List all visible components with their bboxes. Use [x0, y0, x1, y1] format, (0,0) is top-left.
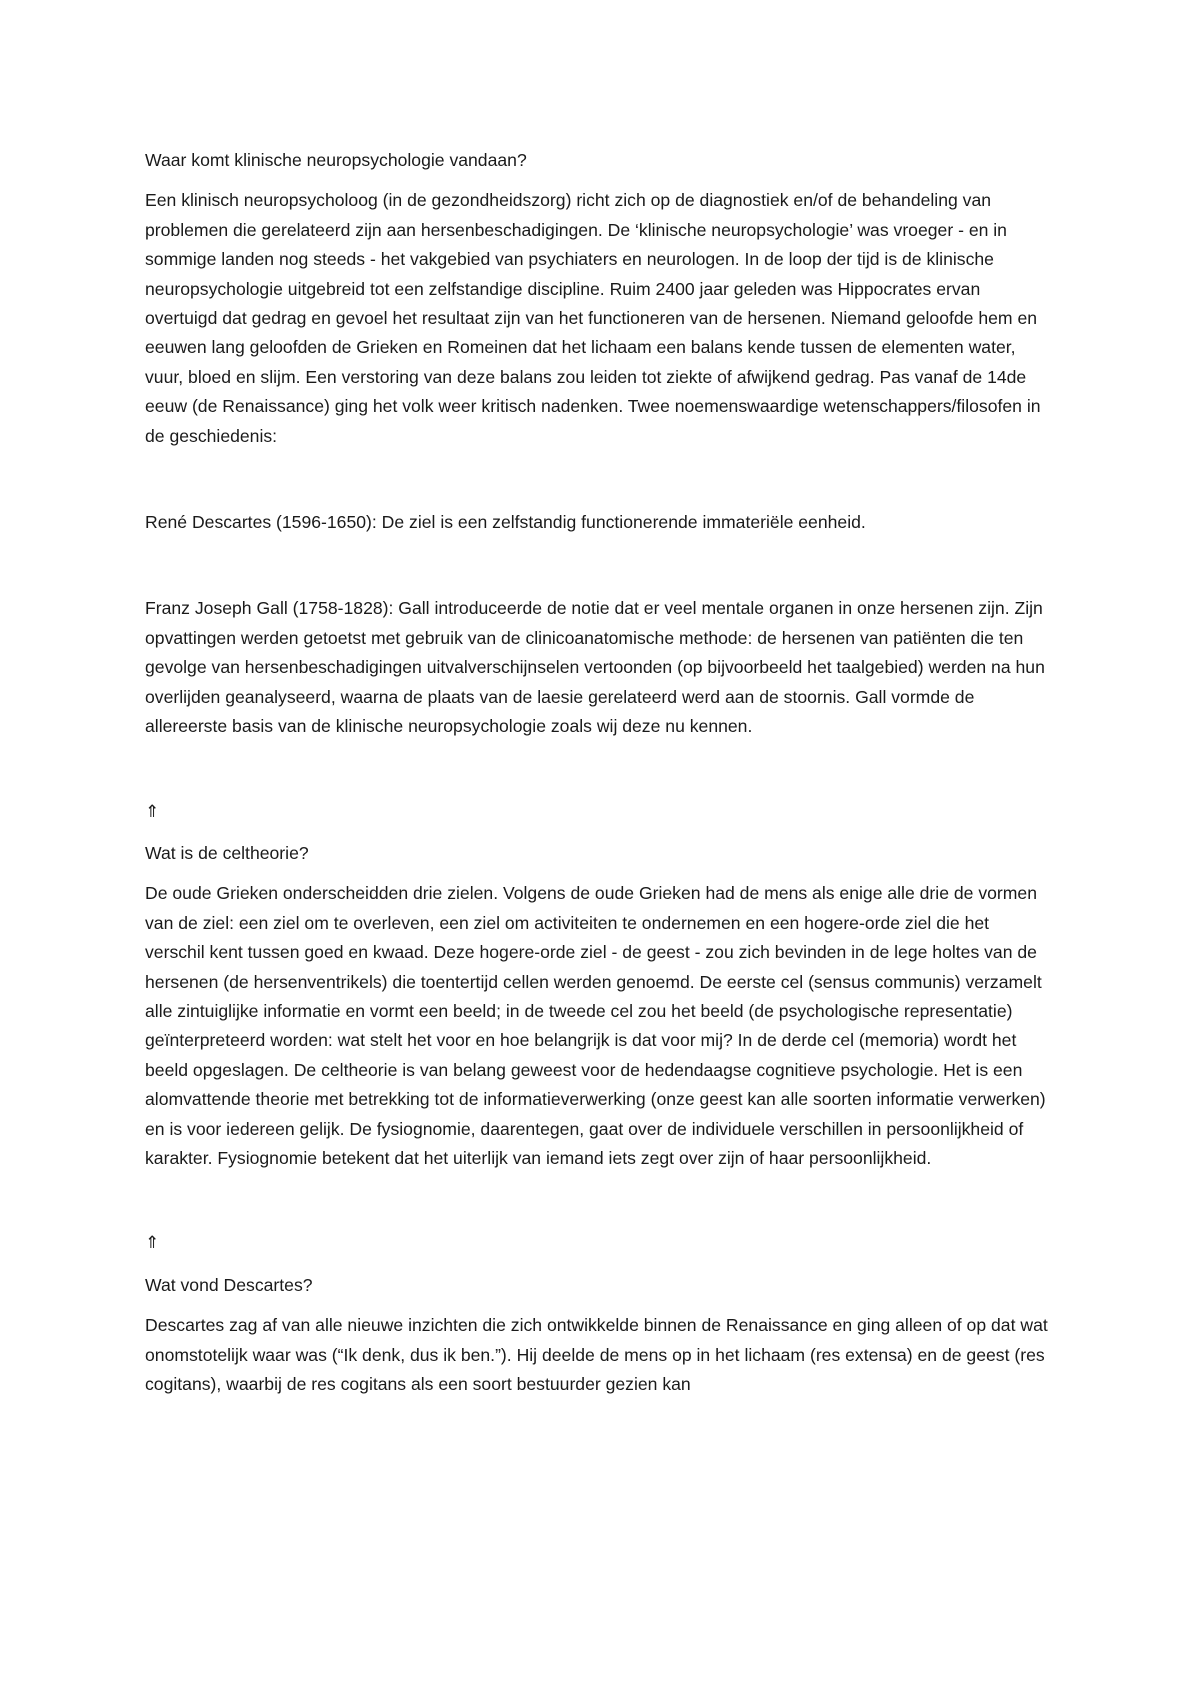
paragraph-celtheorie: De oude Grieken onderscheidden drie zielen. Volgens de oude Grieken had de mens als enige alle drie de vormen van de ziel: een ziel om te overleven, een ziel om activiteiten te ondernemen en een hogere-orde ziel die het verschil kent tussen goed en kwaad. Deze hogere-orde ziel - de geest - zou zich bevinden in de lege holtes van de hersenen (de hersenventrikels) die toentertijd cellen werden genoemd. De eerste cel (sensus communis) verzamelt alle zintuiglijke informatie en vormt een beeld; in de tweede cel zou het beeld (de psychologische representatie) geïnterpreteerd worden: wat stelt het voor en hoe belangrijk is dat voor mij? In de derde cel (memoria) wordt het beeld opgeslagen. De celtheorie is van belang geweest voor de hedendaagse cognitieve psychologie. Het is een alomvattende theorie met betrekking tot de informatieverwerking (onze geest kan alle soorten informatie verwerken) en is voor iedereen gelijk. De fysiognomie, daarentegen, gaat over de individuele verschillen in persoonlijkheid of karakter. Fysiognomie betekent dat het uiterlijk van iemand iets zegt over zijn of haar persoonlijkheid.	[145, 883, 1046, 1168]
paragraph-gall-entry: Franz Joseph Gall (1758-1828): Gall introduceerde de notie dat er veel mentale organen in onze hersenen zijn. Zijn opvattingen werden getoetst met gebruik van de clinicoanatomische methode: de hersenen van patiënten die ten gevolge van hersenbeschadigingen uitvalverschijnselen vertoonden (op bijvoorbeeld het taalgebied) werden na hun overlijden geanalyseerd, waarna de plaats van de laesie gerelateerd werd aan de stoornis. Gall vormde de allereerste basis van de klinische neuropsychologie zoals wij deze nu kennen.	[145, 598, 1045, 737]
paragraph-descartes-entry: René Descartes (1596-1650): De ziel is een zelfstandig functionerende immateriële eenheid.	[145, 512, 866, 533]
paragraph-descartes: Descartes zag af van alle nieuwe inzichten die zich ontwikkelde binnen de Renaissance en ging alleen of op dat wat onomstotelijk waar was (“Ik denk, dus ik ben.”). Hij deelde de mens op in het lichaam (res extensa) en de geest (res cogitans), waarbij de res cogitans als een soort bestuurder gezien kan	[145, 1315, 1048, 1394]
paragraph-intro: Een klinisch neuropsycholoog (in de gezondheidszorg) richt zich op de diagnostiek en/of de behandeling van problemen die gerelateerd zijn aan hersenbeschadigingen. De ‘klinische neuropsychologie’ was vroeger - en in sommige landen nog steeds - het vakgebied van psychiaters en neurologen. In de loop der tijd is de klinische neuropsychologie uitgebreid tot een zelfstandige discipline. Ruim 2400 jaar geleden was Hippocrates ervan overtuigd dat gedrag en gevoel het resultaat zijn van het functioneren van de hersenen. Niemand geloofde hem en eeuwen lang geloofden de Grieken en Romeinen dat het lichaam een balans kende tussen de elementen water, vuur, bloed en slijm. Een verstoring van deze balans zou leiden tot ziekte of afwijkend gedrag. Pas vanaf de 14de eeuw (de Renaissance) ging het volk weer kritisch nadenken. Twee noemenswaardige wetenschappers/filosofen in de geschiedenis:	[145, 190, 1041, 446]
back-to-top-arrow-icon[interactable]: ⇑	[145, 801, 160, 822]
back-to-top-arrow-icon[interactable]: ⇑	[145, 1233, 160, 1254]
spacer	[145, 753, 1050, 797]
section-heading-descartes: Wat vond Descartes?	[145, 1274, 313, 1295]
section-heading-celtheorie: Wat is de celtheorie?	[145, 842, 309, 863]
spacer	[145, 548, 1050, 594]
spacer	[145, 462, 1050, 508]
section-heading-origin: Waar komt klinische neuropsychologie vandaan?	[145, 150, 527, 170]
spacer	[145, 1184, 1050, 1228]
